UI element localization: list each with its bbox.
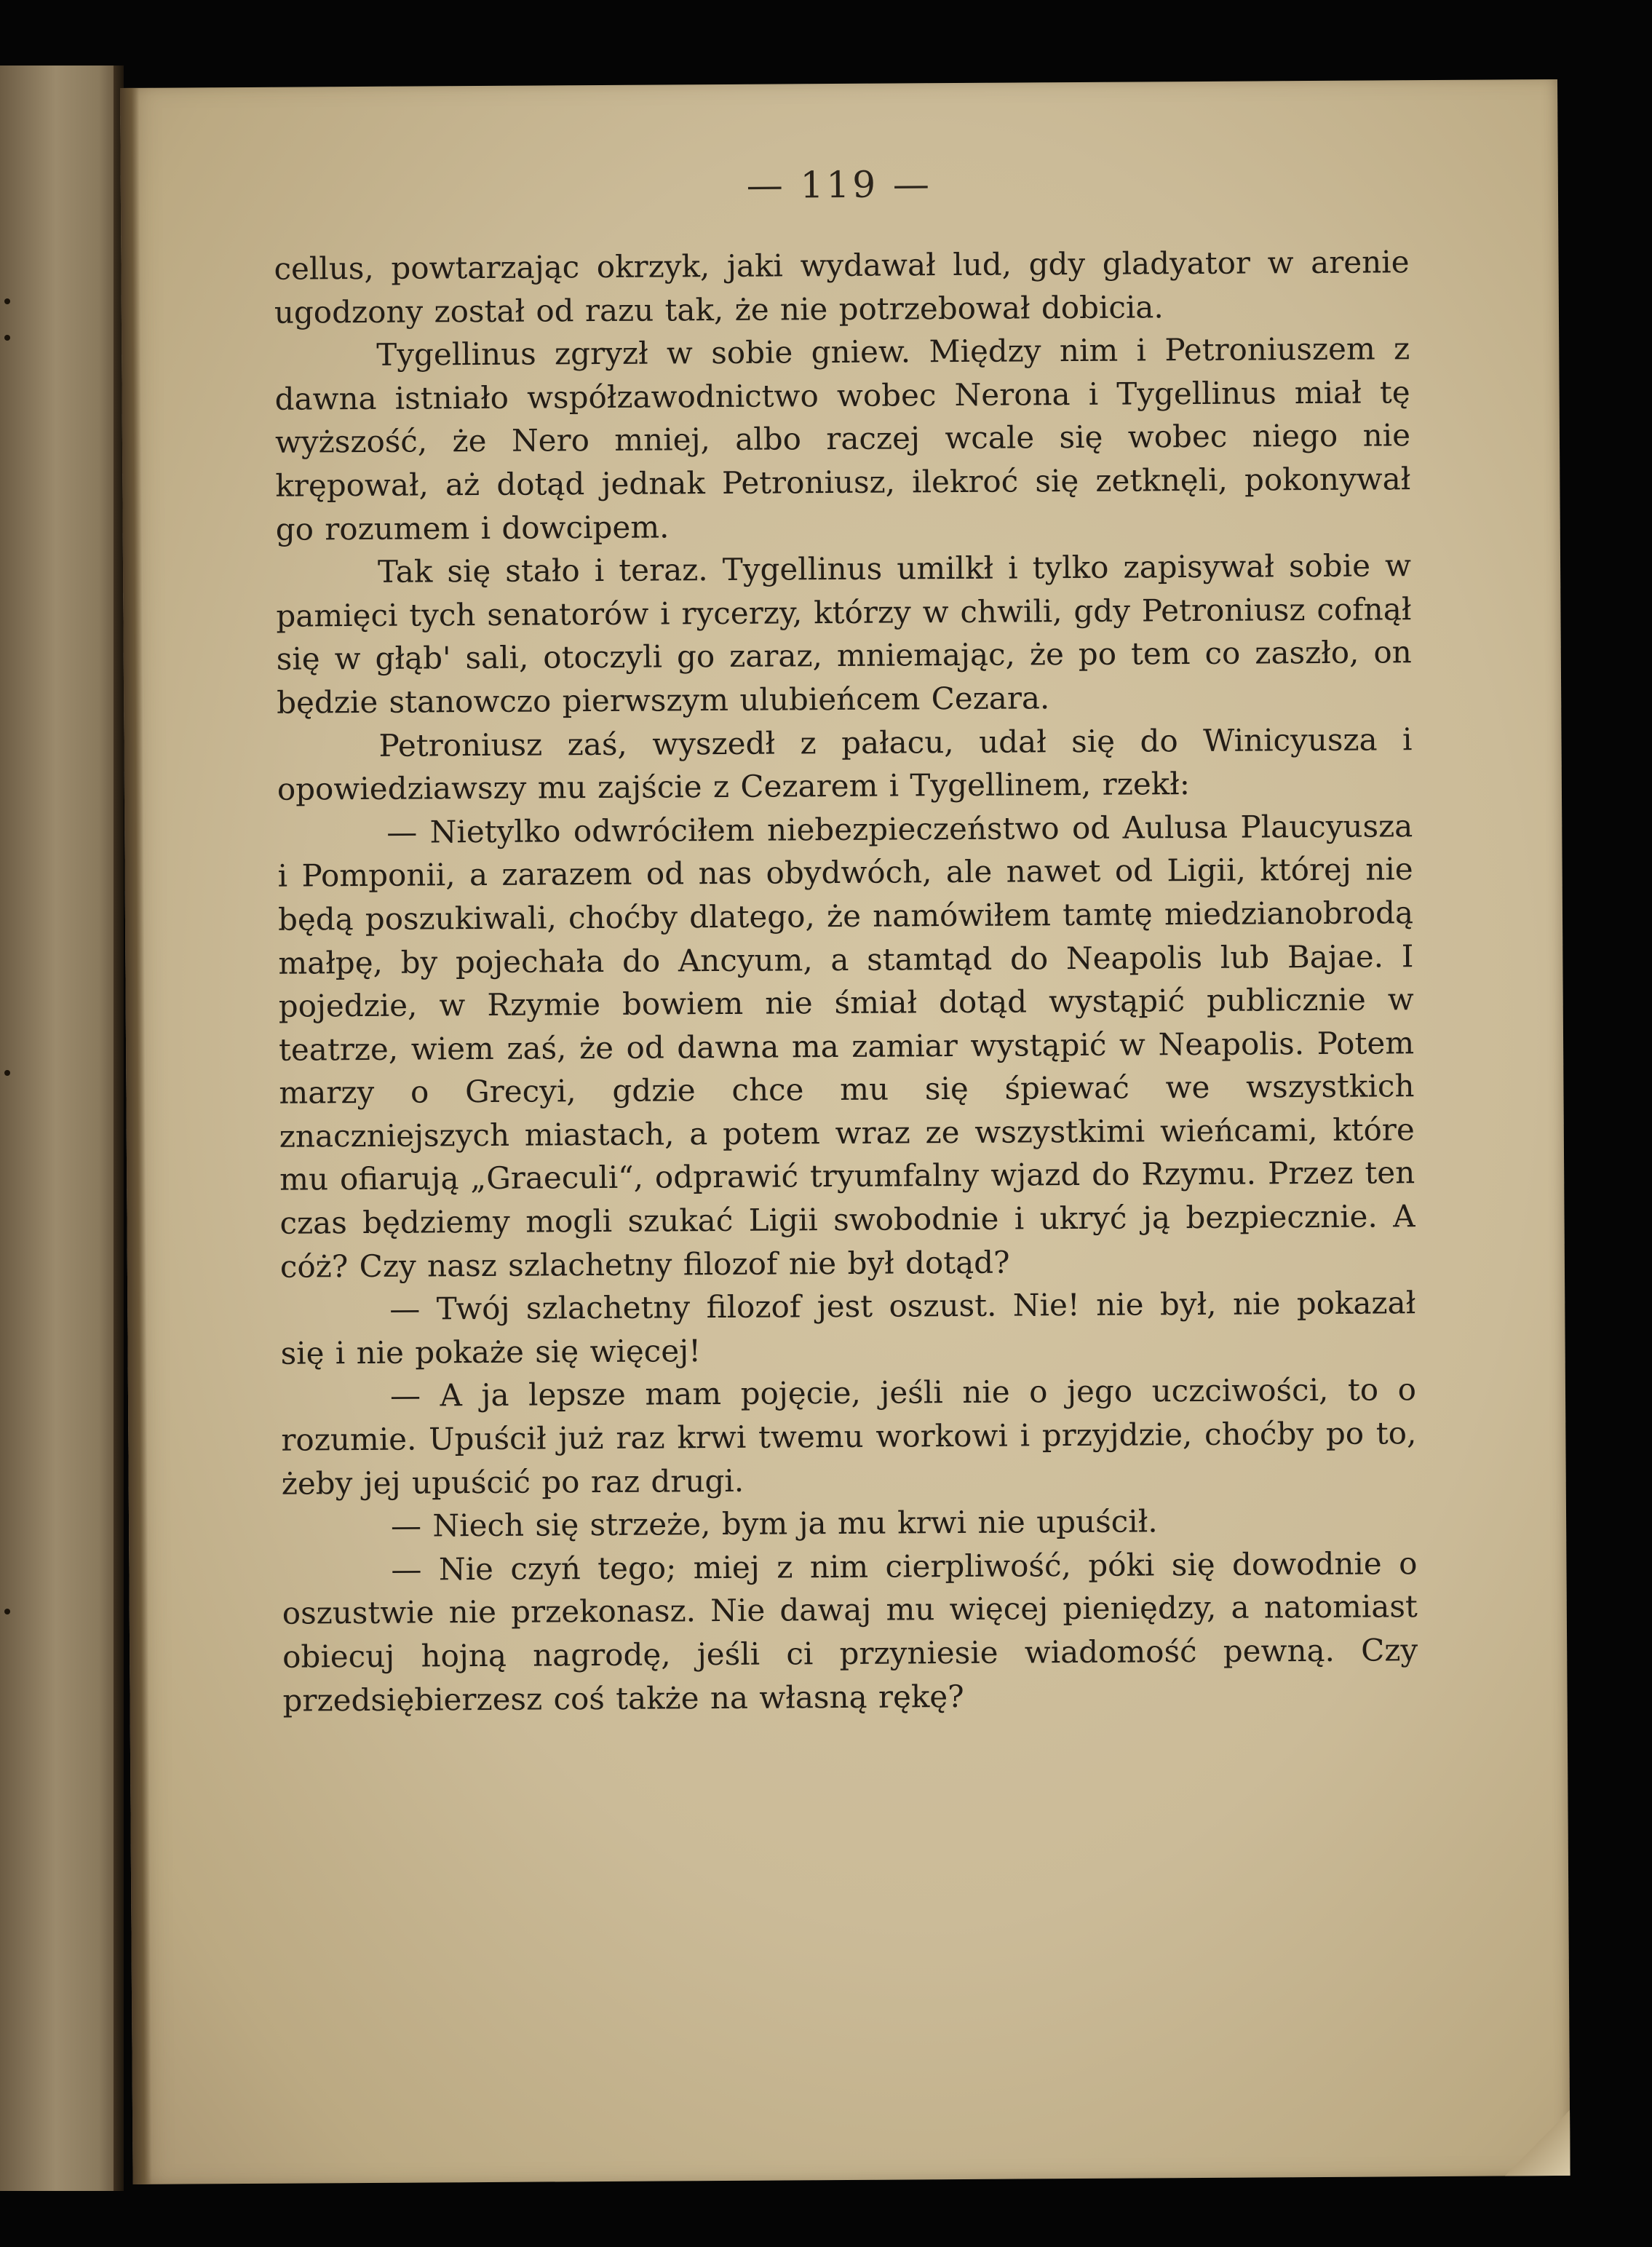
margin-mark	[4, 1070, 10, 1076]
left-page-edge	[0, 66, 124, 2191]
paragraph: Petroniusz zaś, wyszedł z pałacu, udał się do Winicyusza i opowiedziawszy mu zajście z Cezarem i Tygellinem, rzekł:	[277, 721, 1413, 807]
page-gutter	[120, 88, 152, 2184]
paragraph-continuation: cellus, powtarzając okrzyk, jaki wydawał lud, gdy gladyator w arenie ugodzony został od razu tak, że nie potrzebował dobicia.	[274, 244, 1410, 330]
dialogue-paragraph: — A ja lepsze mam pojęcie, jeśli nie o jego uczciwości, to o rozumie. Upuścił już raz krwi twemu workowi i przyjdzie, choćby po to, żeby jej upuścić po raz drugi.	[281, 1371, 1417, 1502]
page-corner-fold	[1504, 2110, 1570, 2176]
margin-mark	[4, 1609, 10, 1614]
dialogue-paragraph: — Niech się strzeże, bym ja mu krwi nie upuścił.	[390, 1503, 1158, 1545]
paragraph: Tak się stało i teraz. Tygellinus umilkł i tylko zapisywał sobie w pamięci tych senatorów i rycerzy, którzy w chwili, gdy Petroniusz cofnął się w głąb' sali, otoczyli go zaraz, mniemając, że po tem co zaszło, on będzie stanowczo pierwszym ulubieńcem Cezara.	[276, 547, 1412, 721]
paragraph: Tygellinus zgryzł w sobie gniew. Między nim i Petroniuszem z dawna istniało współzawodnictwo wobec Nerona i Tygellinus miał tę wyższość, że Nero mniej, albo raczej wcale się wobec niego nie krępował, aż dotąd jednak Petroniusz, ilekroć się zetknęli, pokonywał go rozumem i dowcipem.	[274, 330, 1411, 547]
dialogue-paragraph: — Twój szlachetny filozof jest oszust. Nie! nie był, nie pokazał się i nie pokaże się więcej!	[280, 1285, 1416, 1371]
book-page	[120, 79, 1570, 2184]
dialogue-paragraph: — Nie czyń tego; miej z nim cierpliwość, póki się dowodnie o oszustwie nie przekonasz. Nie dawaj mu więcej pieniędzy, a natomiast obiecuj hojną nagrodę, jeśli ci przyniesie wiadomość pewną. Czy przedsiębierzesz coś także na własną rękę?	[282, 1545, 1418, 1719]
dialogue-paragraph: — Nietylko odwróciłem niebezpieczeństwo od Aulusa Plaucyusza i Pomponii, a zarazem od nas obydwóch, ale nawet od Ligii, której nie będą poszukiwali, choćby dlatego, że namówiłem tamtę miedzianobrodą małpę, by pojechała do Ancyum, a stamtąd do Neapolis lub Bajae. I pojedzie, w Rzymie bowiem nie śmiał dotąd wystąpić publicznie w teatrze, wiem zaś, że od dawna ma zamiar wystąpić w Neapolis. Potem marzy o Grecyi, gdzie chce mu się śpiewać we wszystkich znaczniejszych miastach, a potem wraz ze wszystkimi wieńcami, które mu ofiarują „Graeculi“, odprawić tryumfalny wjazd do Rzymu. Przez ten czas będziemy mogli szukać Ligii swobodnie i ukryć ją bezpiecznie. A cóż? Czy nasz szlachetny filozof nie był dotąd?	[277, 807, 1415, 1285]
margin-mark	[4, 335, 10, 341]
body-text	[274, 240, 1418, 1722]
margin-mark	[4, 298, 10, 304]
page-number: — 119 —	[746, 163, 933, 207]
